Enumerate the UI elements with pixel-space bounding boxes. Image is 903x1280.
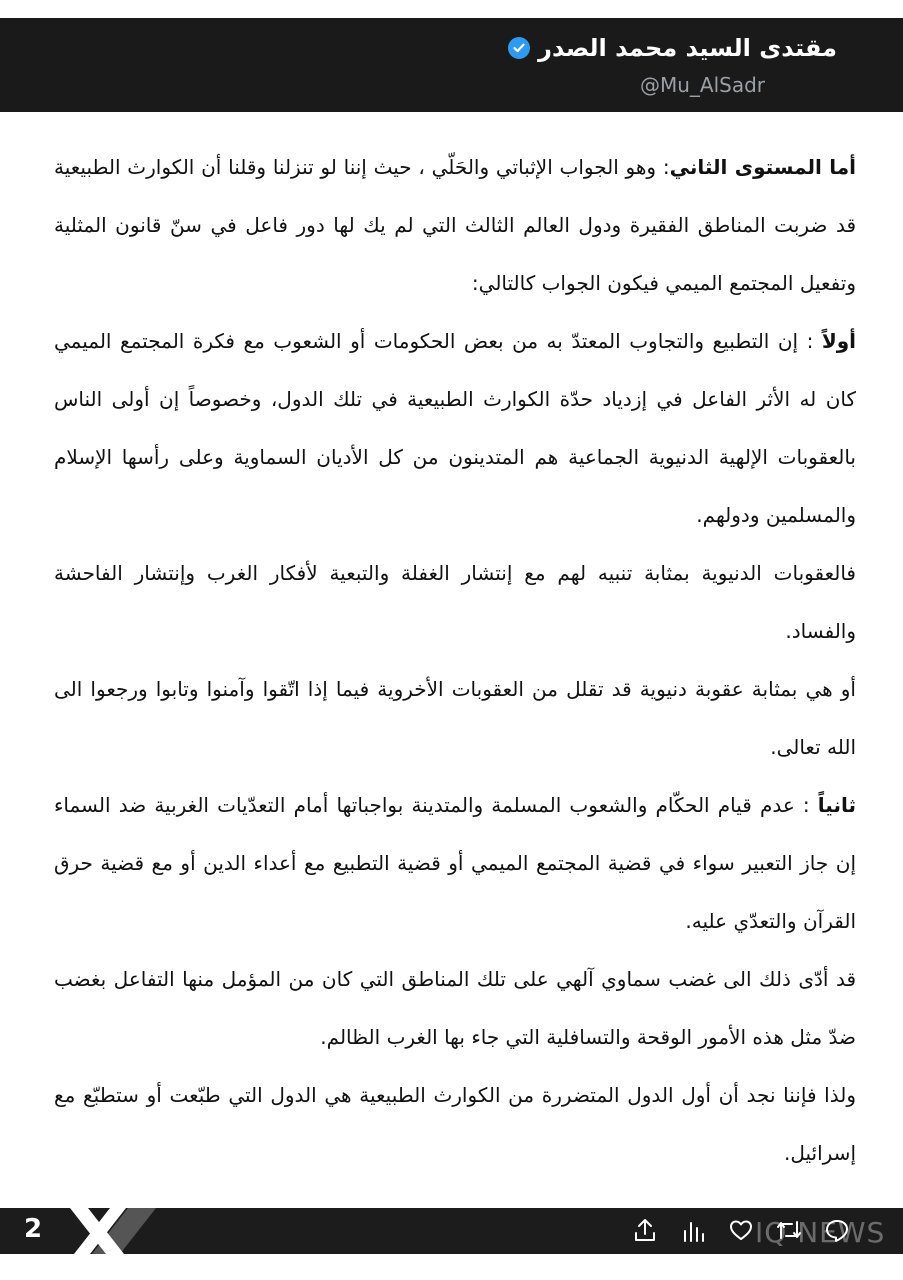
paragraph: [54, 312, 856, 544]
like-icon[interactable]: [728, 1216, 754, 1244]
page-number: 2: [24, 1214, 43, 1244]
paragraph-text: ولذا فإننا نجد أن أول الدول المتضررة من الكوارث الطبيعية هي الدول التي طبّعت أو ستطبّع مع إسرائيل.: [54, 1083, 856, 1165]
author-handle[interactable]: @Mu_AlSadr: [639, 73, 765, 97]
paragraph: [54, 544, 856, 660]
paragraph-text: : إن التطبيع والتجاوب المعتدّ به من بعض الحكومات أو الشعوب مع فكرة المجتمع الميمي كان له الأثر الفاعل في إزدياد حدّة الكوارث الطبيعية في تلك الدول، وخصوصاً إن أولى الناس بالعقوبات الإلهية الدنيوية الجماعية هم المتدينون من كل الأديان السماوية وعلى رأسها الإسلام والمسلمين ودولهم.: [54, 329, 856, 527]
paragraph-text: : عدم قيام الحكّام والشعوب المسلمة والمتدينة بواجباتها أمام التعدّيات الغربية ضد السماء إن جاز التعبير سواء في قضية المجتمع الميمي أو قضية التطبيع مع أعداء الدين أو مع قضية حرق القرآن والتعدّي عليه.: [54, 793, 856, 933]
paragraph: [54, 776, 856, 950]
post-body: [54, 138, 856, 1182]
share-icon[interactable]: [632, 1216, 658, 1244]
post-footer: [0, 1208, 903, 1254]
views-icon[interactable]: [680, 1216, 706, 1244]
watermark-text: IQ NEWS: [755, 1216, 886, 1249]
author-display-name[interactable]: مقتدى السيد محمد الصدر: [538, 34, 837, 62]
verified-badge-icon: [508, 37, 530, 59]
paragraph: [54, 1066, 856, 1182]
paragraph: [54, 660, 856, 776]
paragraph: [54, 138, 856, 312]
author-row[interactable]: [508, 34, 837, 62]
paragraph-text: فالعقوبات الدنيوية بمثابة تنبيه لهم مع إنتشار الغفلة والتبعية لأفكار الغرب وإنتشار الفاحشة والفساد.: [54, 561, 856, 643]
x-logo-icon: [66, 1208, 158, 1258]
paragraph-heading: أما المستوى الثاني: [669, 155, 856, 179]
post-header: [0, 18, 903, 112]
paragraph-text: قد أدّى ذلك الى غضب سماوي آلهي على تلك المناطق التي كان من المؤمل منها التفاعل بغضب ضدّ مثل هذه الأمور الوقحة والتسافلية التي جاء بها الغرب الظالم.: [54, 967, 856, 1049]
paragraph: [54, 950, 856, 1066]
paragraph-text: : وهو الجواب الإثباتي والحَلّي ، حيث إننا لو تنزلنا وقلنا أن الكوارث الطبيعية قد ضربت المناطق الفقيرة ودول العالم الثالث التي لم يك لها دور فاعل في سنّ قانون المثلية وتفعيل المجتمع الميمي فيكون الجواب كالتالي:: [54, 155, 856, 295]
paragraph-text: أو هي بمثابة عقوبة دنيوية قد تقلل من العقوبات الأخروية فيما إذا اتّقوا وآمنوا وتابوا ورجعوا الى الله تعالى.: [54, 677, 856, 759]
paragraph-heading: أولاً: [821, 329, 856, 353]
paragraph-heading: ثانياً: [817, 793, 856, 817]
